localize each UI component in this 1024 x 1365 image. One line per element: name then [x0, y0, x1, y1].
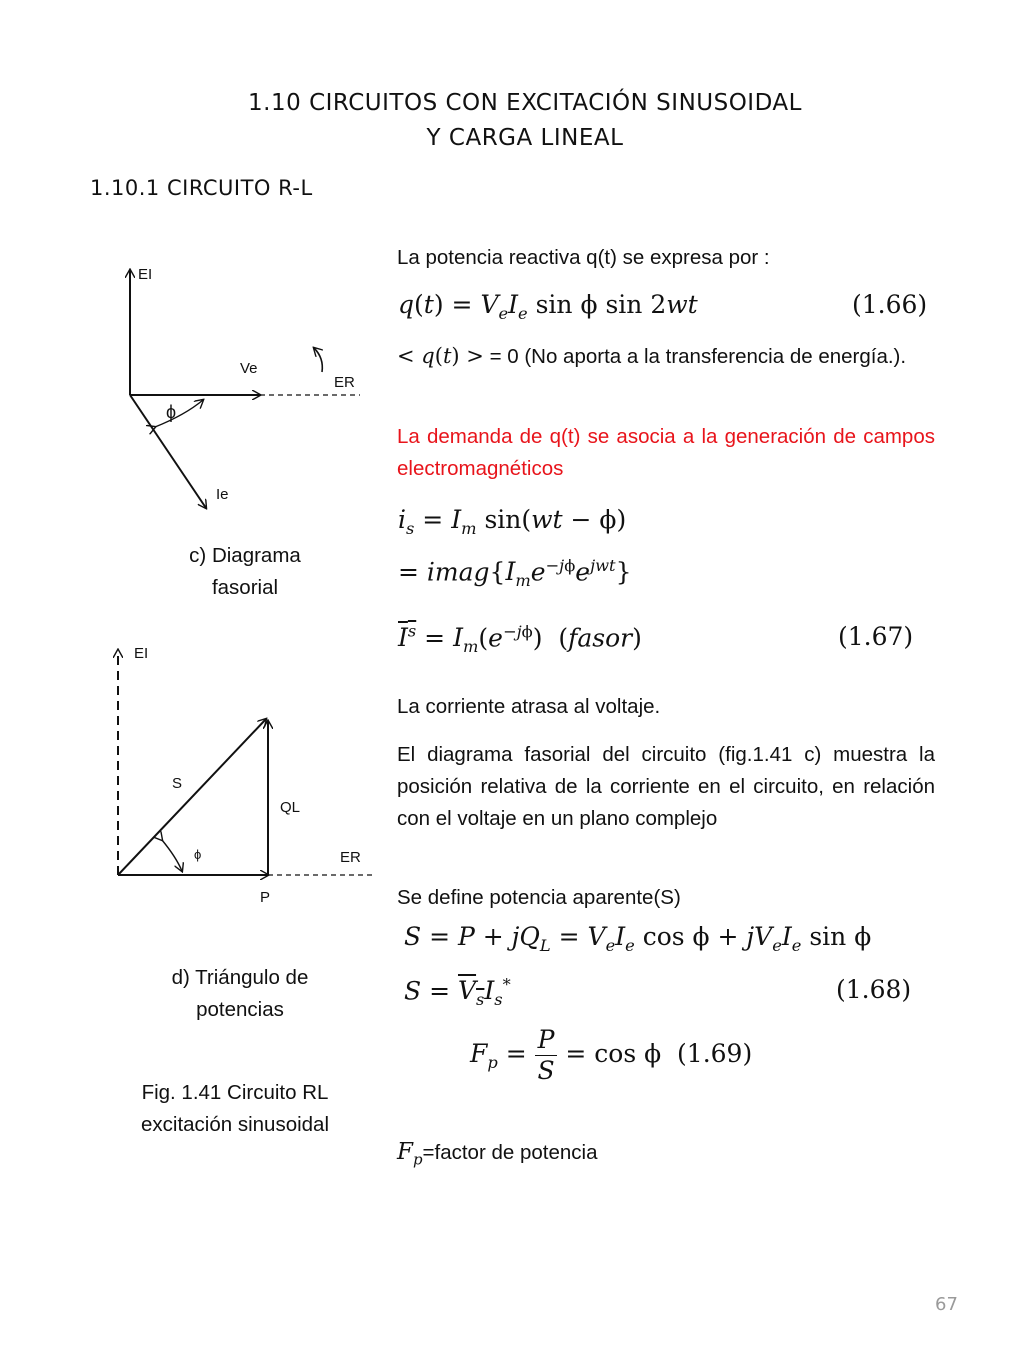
phasor-diagram	[100, 250, 380, 520]
label-ql: QL	[280, 799, 301, 816]
figure-caption-line2: excitación sinusoidal	[140, 1113, 330, 1136]
page-number: 67	[935, 1294, 958, 1315]
label-ve: Ve	[240, 360, 258, 377]
label-p: P	[260, 889, 271, 906]
equation-is-sin: $i_s = I_m$ sin(wt − ϕ)	[398, 505, 627, 538]
power-factor-definition: $F_p=factor$ de potencia	[397, 1139, 598, 1169]
label-er: ER	[334, 374, 355, 391]
label-phi: ϕ	[194, 847, 202, 862]
phasor-caption-line2: fasorial	[211, 576, 279, 599]
phi-angle-arc	[155, 400, 203, 427]
label-phi: ϕ	[166, 402, 177, 422]
reactive-power-intro: La potencia reactiva q(t) se expresa por :	[397, 246, 770, 269]
phasor-description-paragraph: El diagrama fasorial del circuito (fig.1.41 c) muestra la posición relativa de la corriente en el circuito, en relación con el voltaje en un plano complejo	[397, 743, 935, 830]
phi-angle-arc	[162, 840, 182, 871]
s-vector	[118, 719, 266, 875]
label-ei: EI	[138, 266, 153, 283]
rotation-arrow	[314, 348, 322, 372]
equation-is-imag: = $imag\{I_me^{-j\phi}e^{jwt}\}$	[398, 556, 632, 591]
label-ie: Ie	[216, 486, 229, 503]
subsection-title: 1.10.1 CIRCUITO R-L	[90, 176, 313, 200]
label-er: ER	[340, 849, 361, 866]
equation-1-69: $F_p$ = $\frac{P}{S}$ = cos ϕ (1.69)	[470, 1025, 753, 1085]
section-title-line2: Y CARGA LINEAL	[426, 125, 624, 151]
label-ei: EI	[134, 645, 149, 662]
section-title: 1.10 CIRCUITOS CON EXCITACIÓN SINUSOIDAL	[248, 90, 802, 116]
mean-value-paragraph: < q(t) > = 0 (No aporta a la transferencia de energía.).	[397, 344, 907, 368]
phasor-caption-line1: c) Diagrama	[189, 544, 301, 567]
triangle-caption-line2: potencias	[196, 998, 284, 1021]
label-s: S	[172, 775, 183, 792]
equation-number: (1.69)	[677, 1039, 753, 1068]
current-lags-text: La corriente atrasa al voltaje.	[397, 695, 661, 718]
equation-s-expansion: $S = P + jQ_L = V_eI_e$ $\cos \phi + jV_eI_e$ sin ϕ	[404, 922, 872, 955]
equation-1-67: $I^s = I_m(e^{-j\phi})$ (fasor)	[398, 622, 642, 657]
apparent-power-definition: Se define potencia aparente(S)	[397, 886, 681, 909]
equation-number: (1.67)	[838, 622, 914, 651]
triangle-caption-line1: d) Triángulo de	[171, 966, 309, 989]
equation-1-66: $q(t) = V_eI_e$ sin ϕ sin 2wt	[398, 290, 698, 323]
equation-1-68: $S = V_sI_s^*$	[404, 975, 511, 1010]
power-triangle	[100, 635, 380, 915]
equation-number: (1.66)	[852, 290, 928, 319]
mean-value-text: = 0 (No aporta a la transferencia de energía.).	[489, 345, 907, 368]
demand-paragraph: La demanda de q(t) se asocia a la generación de campos electromagnéticos	[397, 425, 935, 480]
power-factor-text: =factor de potencia	[422, 1141, 598, 1164]
power-triangle-svg	[100, 635, 380, 915]
equation-number: (1.68)	[836, 975, 912, 1004]
figure-caption-line1: Fig. 1.41 Circuito RL	[141, 1081, 329, 1104]
